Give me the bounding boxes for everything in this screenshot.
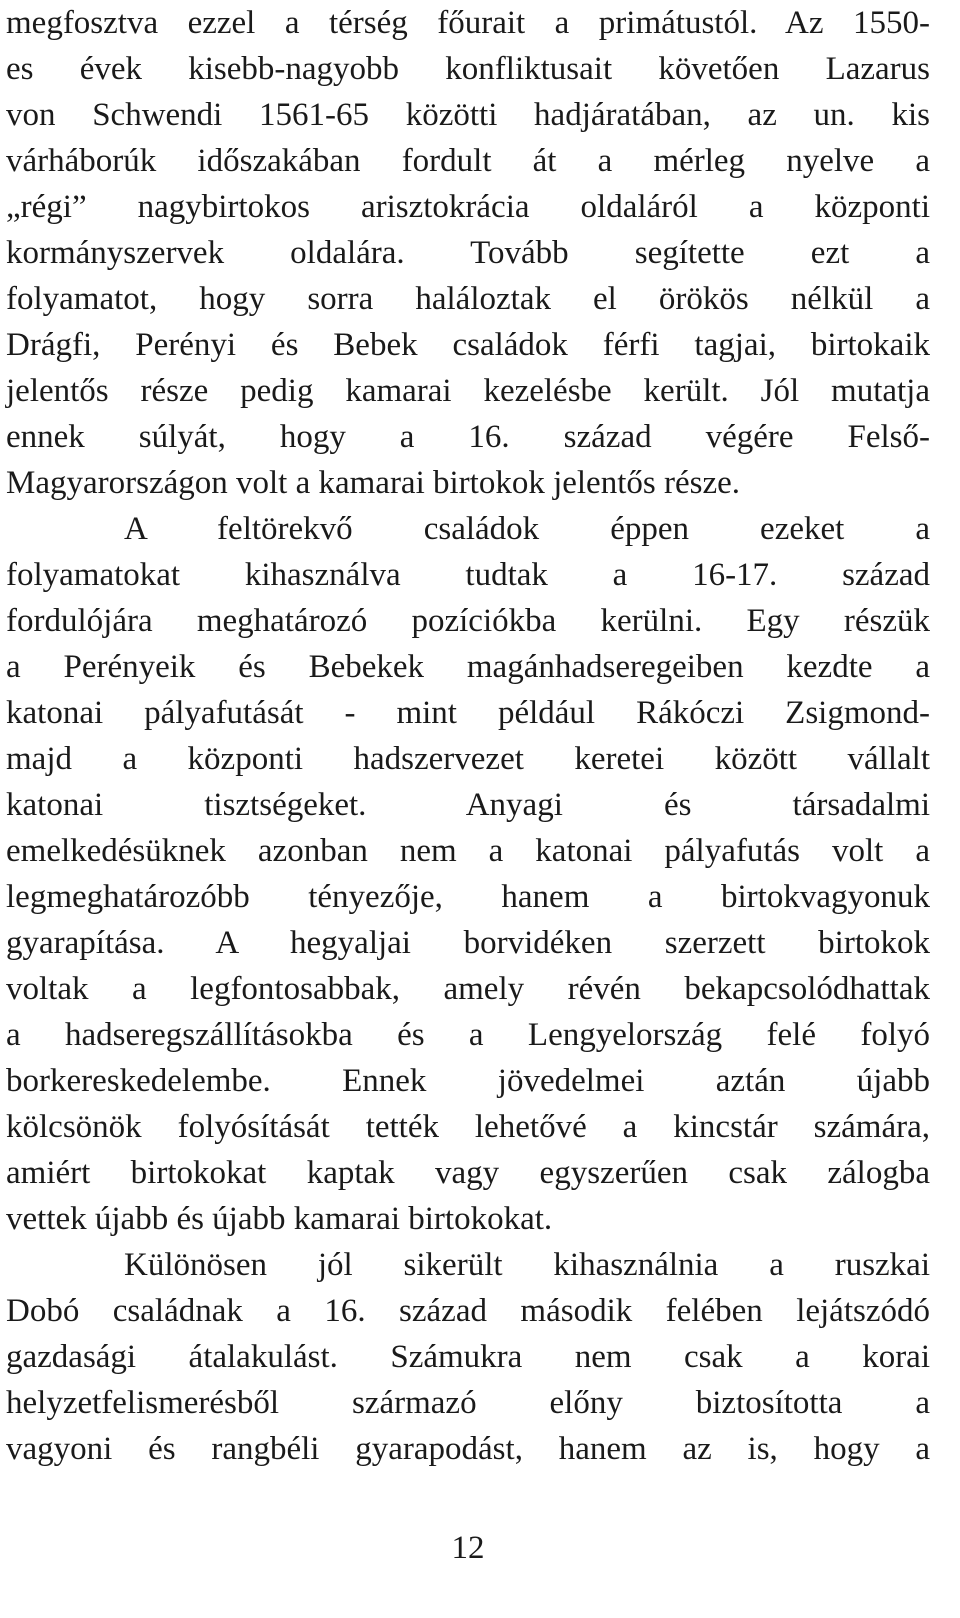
text-line: jelentős része pedig kamarai kezelésbe került. Jól mutatja xyxy=(6,373,930,409)
text-line: emelkedésüknek azonban nem a katonai pályafutás volt a xyxy=(6,833,930,869)
paragraph-1 xyxy=(6,0,930,506)
text-line: Különösen jól sikerült kihasználnia a ruszkai xyxy=(124,1247,930,1283)
text-line: gyarapítása. A hegyaljai borvidéken szerzett birtokok xyxy=(6,925,930,961)
text-line: a hadseregszállításokba és a Lengyelország felé folyó xyxy=(6,1017,930,1053)
text-line: Drágfi, Perényi és Bebek családok férfi tagjai, birtokaik xyxy=(6,327,930,363)
document-page xyxy=(6,0,930,1472)
page-number: 12 xyxy=(451,1530,485,1566)
text-line: vettek újabb és újabb kamarai birtokokat. xyxy=(6,1201,553,1237)
text-line: megfosztva ezzel a térség főurait a primátustól. Az 1550- xyxy=(6,5,930,41)
text-line: vagyoni és rangbéli gyarapodást, hanem az is, hogy a xyxy=(6,1431,930,1467)
text-line: katonai tisztségeket. Anyagi és társadalmi xyxy=(6,787,930,823)
text-line: folyamatokat kihasználva tudtak a 16-17. század xyxy=(6,557,930,593)
text-line: gazdasági átalakulást. Számukra nem csak a korai xyxy=(6,1339,930,1375)
text-line: helyzetfelismerésből származó előny biztosította a xyxy=(6,1385,930,1421)
text-line: kölcsönök folyósítását tették lehetővé a kincstár számára, xyxy=(6,1109,930,1145)
text-line: majd a központi hadszervezet keretei között vállalt xyxy=(6,741,930,777)
text-line: fordulójára meghatározó pozíciókba kerülni. Egy részük xyxy=(6,603,930,639)
text-line: a Perényeik és Bebekek magánhadseregeiben kezdte a xyxy=(6,649,930,685)
text-line: „régi” nagybirtokos arisztokrácia oldaláról a központi xyxy=(6,189,930,225)
text-line: ennek súlyát, hogy a 16. század végére Felső- xyxy=(6,419,930,455)
text-line: borkereskedelembe. Ennek jövedelmei aztán újabb xyxy=(6,1063,930,1099)
text-line: várháborúk időszakában fordult át a mérleg nyelve a xyxy=(6,143,930,179)
text-line: voltak a legfontosabbak, amely révén bekapcsolódhattak xyxy=(6,971,930,1007)
paragraph-3 xyxy=(6,1242,930,1472)
text-line: es évek kisebb-nagyobb konfliktusait követően Lazarus xyxy=(6,51,930,87)
text-line: katonai pályafutását - mint például Rákóczi Zsigmond- xyxy=(6,695,930,731)
paragraph-2 xyxy=(6,506,930,1242)
text-line: A feltörekvő családok éppen ezeket a xyxy=(124,511,930,547)
text-line: amiért birtokokat kaptak vagy egyszerűen csak zálogba xyxy=(6,1155,930,1191)
text-line: Magyarországon volt a kamarai birtokok jelentős része. xyxy=(6,465,740,501)
text-line: von Schwendi 1561-65 közötti hadjáratában, az un. kis xyxy=(6,97,930,133)
text-line: kormányszervek oldalára. Tovább segítette ezt a xyxy=(6,235,930,271)
text-line: folyamatot, hogy sorra haláloztak el örökös nélkül a xyxy=(6,281,930,317)
text-line: legmeghatározóbb tényezője, hanem a birtokvagyonuk xyxy=(6,879,930,915)
text-line: Dobó családnak a 16. század második felében lejátszódó xyxy=(6,1293,930,1329)
